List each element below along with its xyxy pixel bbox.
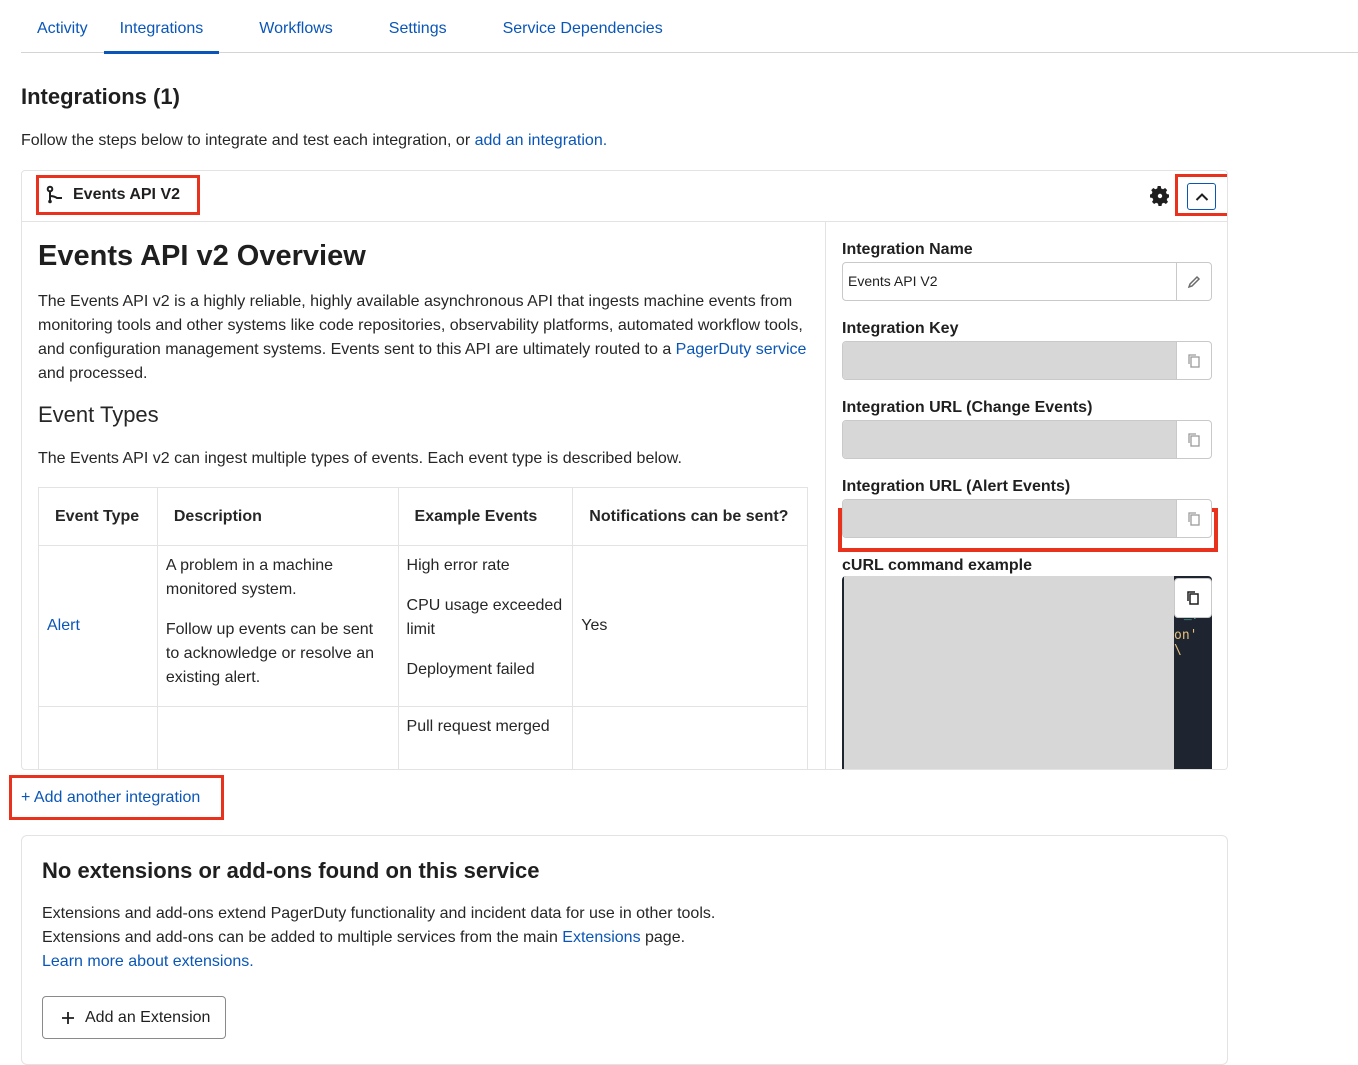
copy-icon: [1187, 353, 1201, 369]
collapse-highlight: [1175, 174, 1228, 216]
overview-text: [38, 290, 818, 386]
copy-icon: [1187, 511, 1201, 527]
copy-icon: [1186, 590, 1200, 606]
description-cell: [157, 707, 398, 771]
intro-prefix: Follow the steps below to integrate and test each integration, or: [21, 132, 475, 149]
collapse-button[interactable]: [1187, 183, 1216, 210]
table-row: [39, 707, 808, 771]
extensions-line-2-prefix: Extensions and add-ons can be added to multiple services from the main: [42, 929, 563, 946]
examples-cell: [398, 707, 573, 771]
alert-url-field: [842, 499, 1212, 538]
overview-panel: [22, 222, 826, 770]
copy-icon: [1187, 432, 1201, 448]
copy-key-button[interactable]: [1177, 342, 1211, 379]
learn-more-extensions-link[interactable]: Learn more about extensions.: [42, 953, 254, 970]
pagerduty-service-link[interactable]: PagerDuty service: [675, 341, 807, 358]
table-header-row: [39, 488, 808, 546]
integration-name-field: [842, 262, 1212, 301]
tab-activity[interactable]: Activity: [37, 20, 88, 37]
column-header-description: Description: [157, 488, 398, 546]
curl-code-fragment: on' \: [1174, 628, 1198, 658]
table-row: [39, 546, 808, 707]
copy-curl-button[interactable]: [1174, 578, 1212, 618]
intro-text: [21, 132, 607, 150]
integration-details-panel: [826, 222, 1228, 770]
column-header-example-events: Example Events: [398, 488, 573, 546]
gear-icon[interactable]: [1148, 184, 1172, 208]
example-event: Deployment failed: [406, 661, 535, 678]
add-integration-link[interactable]: add an integration.: [474, 132, 608, 149]
add-another-integration-link[interactable]: + Add another integration: [9, 775, 224, 820]
notifications-cell: Yes: [573, 546, 808, 707]
change-url-value[interactable]: [843, 421, 1177, 458]
add-extension-label: Add an Extension: [85, 1008, 211, 1026]
integration-card-header: [22, 171, 1227, 222]
alert-url-label: Integration URL (Alert Events): [842, 478, 1071, 495]
extensions-line-2: [42, 926, 715, 950]
example-event: High error rate: [406, 557, 510, 574]
tab-bar: [21, 0, 1358, 53]
webhook-icon: [45, 185, 65, 205]
example-event: Pull request merged: [406, 718, 550, 735]
curl-code-block: [842, 576, 1212, 770]
edit-name-button[interactable]: [1177, 263, 1211, 300]
overview-title: Events API v2 Overview: [38, 240, 366, 272]
event-type-cell: [39, 546, 158, 707]
tab-integrations[interactable]: Integrations: [104, 0, 220, 53]
overview-body: The Events API v2 is a highly reliable, highly available asynchronous API that ingests machine events from monitoring tools and other systems like code repositories, observability platforms, automated workflow tools, and configuration management systems. Events sent to this API are ultimately routed to a: [38, 293, 803, 358]
description-line-2: Follow up events can be sent to acknowledge or resolve an existing alert.: [165, 621, 374, 686]
curl-redacted: [844, 576, 1174, 770]
notifications-cell: [573, 707, 808, 771]
event-types-heading: Event Types: [38, 402, 159, 427]
change-url-label: Integration URL (Change Events): [842, 399, 1093, 416]
alert-url-value[interactable]: [843, 500, 1177, 537]
examples-cell: [398, 546, 573, 707]
extensions-text: [42, 902, 715, 974]
extensions-page-link[interactable]: Extensions: [562, 929, 641, 946]
page-title: Integrations (1): [21, 84, 180, 109]
curl-label: cURL command example: [842, 557, 1032, 574]
add-extension-button[interactable]: [42, 996, 226, 1039]
extensions-title: No extensions or add-ons found on this service: [42, 858, 540, 883]
integration-key-field: [842, 341, 1212, 380]
tab-settings[interactable]: Settings: [388, 20, 447, 37]
integration-name-label: Integration Name: [842, 241, 973, 258]
chevron-up-icon: [1195, 192, 1209, 202]
integration-key-label: Integration Key: [842, 320, 959, 337]
integration-key-value[interactable]: [843, 342, 1177, 379]
event-types-table: [38, 487, 808, 770]
integration-name-input[interactable]: Events API V2: [843, 263, 1177, 300]
extensions-line-2-suffix: page.: [640, 929, 686, 946]
plus-icon: [61, 1011, 75, 1025]
column-header-notifications: Notifications can be sent?: [573, 488, 808, 546]
column-header-event-type: Event Type: [39, 488, 158, 546]
copy-change-url-button[interactable]: [1177, 421, 1211, 458]
integration-title-label: Events API V2: [73, 186, 181, 203]
pencil-icon: [1187, 275, 1201, 289]
example-event: CPU usage exceeded limit: [406, 597, 563, 638]
overview-suffix: and processed.: [38, 365, 148, 382]
extensions-card: [21, 835, 1228, 1065]
integration-card: [21, 170, 1228, 770]
copy-alert-url-button[interactable]: [1177, 500, 1211, 537]
event-types-description: The Events API v2 can ingest multiple types of events. Each event type is described below.: [38, 450, 682, 467]
alert-link[interactable]: Alert: [47, 617, 80, 634]
tab-service-dependencies[interactable]: Service Dependencies: [502, 20, 663, 37]
integration-title[interactable]: [36, 175, 200, 215]
change-url-field: [842, 420, 1212, 459]
description-cell: [157, 546, 398, 707]
extensions-line-1: Extensions and add-ons extend PagerDuty functionality and incident data for use in other tools.: [42, 905, 716, 922]
event-type-cell: [39, 707, 158, 771]
description-line-1: A problem in a machine monitored system.: [165, 557, 334, 598]
tab-workflows[interactable]: Workflows: [259, 20, 333, 37]
